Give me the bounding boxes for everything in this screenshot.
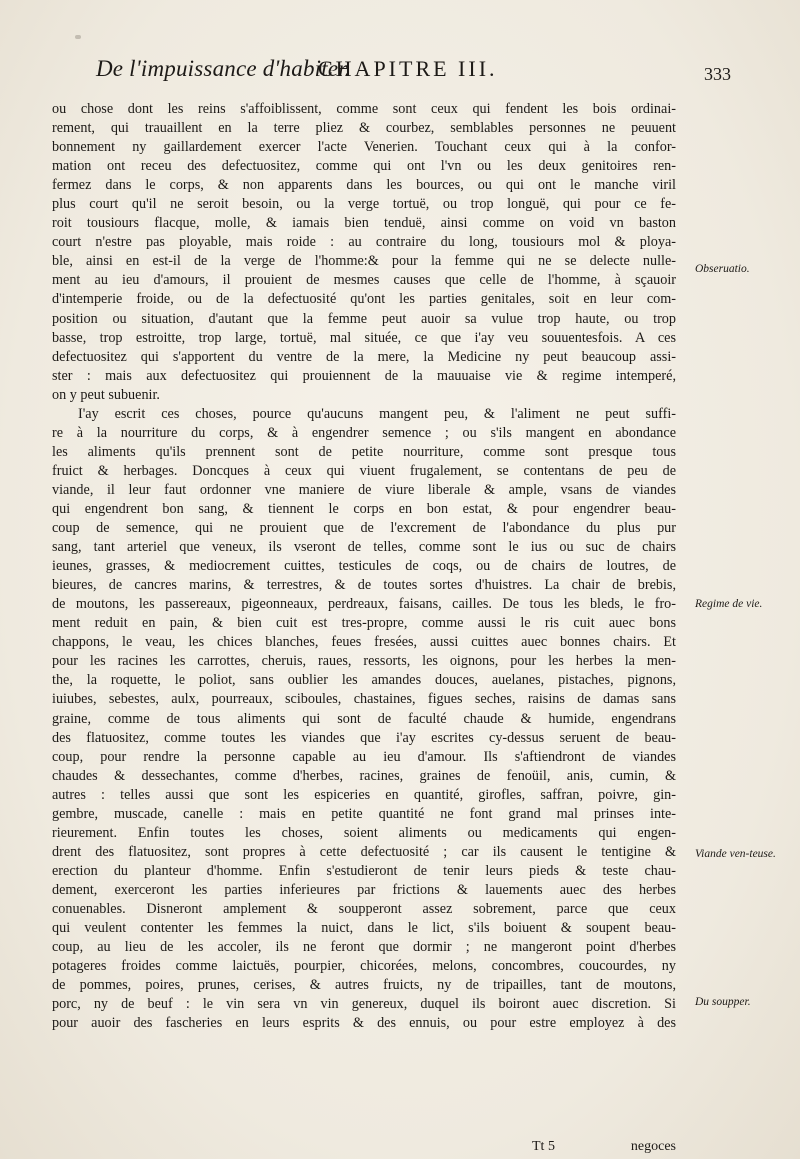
text-line: coup de semence, qui ne prouient que de l'excrement de l'abondance du plus pur (52, 520, 676, 537)
margin-note-observation: Obseruatio. (695, 263, 750, 275)
text-line: porc, ny de beuf : le vin sera vn vin genereux, duquel ils boiront auec discretion. Si (52, 996, 676, 1013)
text-line: sang, tant arteriel que veneux, ils vseront de telles, comme sont le ius ou suc de chairs (52, 539, 676, 556)
text-line: dement, exerceront les parties inferieures par frictions & lauements auec des herbes (52, 881, 676, 898)
text-line: de moutons, les passereaux, pigeonneaux, perdreaux, faisans, cailles. De tous les bleds, le fro- (52, 596, 676, 613)
text-line: qui veulent contenter les femmes la nuict, dans le lict, s'ils boiuent & soupent beau- (52, 920, 676, 937)
text-line: bonnement ny gaillardement exercer l'acte Venerien. Touchant ceux qui à la confor- (52, 139, 676, 156)
catchword: negoces (630, 1139, 676, 1154)
margin-note-regime: Regime de vie. (695, 598, 763, 610)
text-line: ster : mais aux defectuositez qui prouiennent de la mauuaise vie & regime intemperé, (52, 367, 676, 384)
text-line: viande, il leur faut ordonner vne maniere de viure liberale & ample, vsans de viandes (52, 481, 676, 498)
text-line: plus court qu'il ne seroit besoin, ou la verge tortuë, ou trop longuë, qui pour ce fe- (52, 196, 676, 213)
text-line: conuenables. Disneront amplement & soupperont assez sobrement, parce que ceux (52, 900, 676, 917)
text-line: ieunes, grasses, & mediocrement cuittes, testicules de coqs, ou de chairs de loutres, de (52, 558, 676, 575)
text-line: de pommes, poires, prunes, cerises, & autres fruicts, ny de tripailles, tant de moutons, (52, 977, 676, 994)
text-line: on y peut subuenir. (52, 386, 160, 403)
text-line: ble, ainsi en est-il de la verge de l'homme:& pour la femme qui ne se delecte nulle- (52, 253, 676, 270)
text-line: rieurement. Enfin toutes les choses, soient aliments ou medicaments qui engen- (52, 824, 676, 841)
text-line: roit tousiours flacque, molle, & iamais bien tenduë, ainsi comme on void vn baston (52, 215, 676, 232)
text-line: ou chose dont les reins s'affoiblissent, comme sont ceux qui fendent les bois ordinai- (52, 101, 676, 117)
text-line: coup, au lieu de les accoler, ils ne feront que dormir ; ne mangeront point d'herbes (52, 939, 676, 956)
margin-note-soupper: Du soupper. (695, 996, 751, 1008)
text-line: fruict & herbages. Doncques à ceux qui viuent frugalement, se contentans de peu de (52, 462, 676, 479)
text-line: des flatuositez, comme toutes les viandes que i'ay escrites cy-dessus seruent de beau- (52, 729, 676, 746)
text-line: ment au ieu d'amours, il prouient de mesmes causes que celle de l'homme, à sçauoir (52, 272, 676, 289)
text-line: basse, trop estroitte, trop large, tortuë, mal située, ce que i'ay veu souuentesfois. A ces (52, 329, 676, 346)
text-line: chaudes & dessechantes, comme d'herbes, racines, graines de fenoüil, anis, cumin, & (52, 767, 676, 784)
margin-note-viande: Viande ven-teuse. (695, 848, 776, 860)
text-line: pour auoir des fascheries en leurs esprits & des ennuis, ou pour estre employez à des (52, 1015, 676, 1032)
text-line: chappons, le veau, les chices blanches, feues fresées, aussi cuittes auec bonnes chairs. Et (52, 634, 676, 651)
text-line: the, la roquette, le poliot, sans oublier les amandes douces, auelanes, pistaches, pignons, (52, 672, 676, 689)
text-line: pour les racines les carrottes, cheruis, raues, ressorts, les oignons, pour les herbes la men- (52, 653, 676, 670)
text-line: fermez dans le corps, & non apparents dans les bources, ou qui ont le manche viril (52, 177, 676, 194)
text-line: les aliments qu'ils prennent sont de petite nourriture, comme sont presque tous (52, 443, 676, 460)
ink-smudge (75, 35, 81, 39)
text-line: rement, qui trauaillent en la terre pliez & courbez, semblables personnes ne peuuent (52, 120, 676, 137)
text-line: ment reduit en pain, & bien cuit est tres-propre, comme aussi le ris cuit auec bons (52, 615, 676, 632)
page-footer (52, 1139, 676, 1157)
text-line: defectuositez qui s'apportent du ventre de la mere, la Medicine ny peut beaucoup assi- (52, 348, 676, 365)
text-line: position ou situation, d'autant que la femme peut auoir sa vulue trop haute, ou trop (52, 310, 676, 327)
text-line: re à la nourriture du corps, & à engendrer semence ; ou s'ils mangent en abondance (52, 424, 676, 441)
text-line: iuiubes, sebestes, aulx, pourreaux, sciboules, chastaines, figues seches, raisins de damas sans (52, 691, 676, 708)
chapter-heading: CHAPITRE III. (318, 56, 498, 81)
text-line: gembre, muscade, canelle : mais en petite quantité ne font grand mal prinses inte- (52, 805, 676, 822)
page-header (96, 56, 736, 98)
text-line: qui engendrent bon sang, & tiennent le corps en bon estat, & pour engendrer beau- (52, 500, 676, 517)
text-line: coup, pour rendre la personne capable au ieu d'amour. Ils s'aftiendront de viandes (52, 748, 676, 765)
text-line: potageres froides comme laictuës, pourpier, chicorées, melons, concombres, coucourdes, ny (52, 958, 676, 975)
running-title: De l'impuissance d'habiter. (96, 56, 351, 81)
text-line: I'ay escrit ces choses, pource qu'aucuns mangent peu, & l'aliment ne peut suffi- (78, 405, 676, 422)
text-line: court n'estre pas ployable, mais roide : au contraire du long, tousiours mol & ploya- (52, 234, 676, 251)
text-line: graine, comme de tous aliments qui sont de faculté chaude & humide, engendrans (52, 710, 676, 727)
text-line: bieures, de cancres marins, & terrestres, & de toutes sortes d'huistres. La chair de brebis, (52, 577, 676, 594)
text-line: d'intemperie froide, ou de la defectuosité qu'ont les parties genitales, soit en leur com- (52, 291, 676, 308)
text-line: erection du planteur d'homme. Enfin s'estudieront de tenir leurs pieds & teste chau- (52, 862, 676, 879)
page-number: 333 (704, 64, 731, 84)
text-line: autres : telles aussi que sont les espiceries en quantité, girofles, saffran, poivre, gin- (52, 786, 676, 803)
body-text (52, 100, 676, 1033)
text-line: mation ont receu des defectuositez, comme qui ont l'vn ou les deux genitoires ren- (52, 158, 676, 175)
text-line: drent des flatuositez, sont propres à cette defectuosité ; car ils causent le tentigine & (52, 843, 676, 860)
signature-mark: Tt 5 (532, 1139, 555, 1154)
